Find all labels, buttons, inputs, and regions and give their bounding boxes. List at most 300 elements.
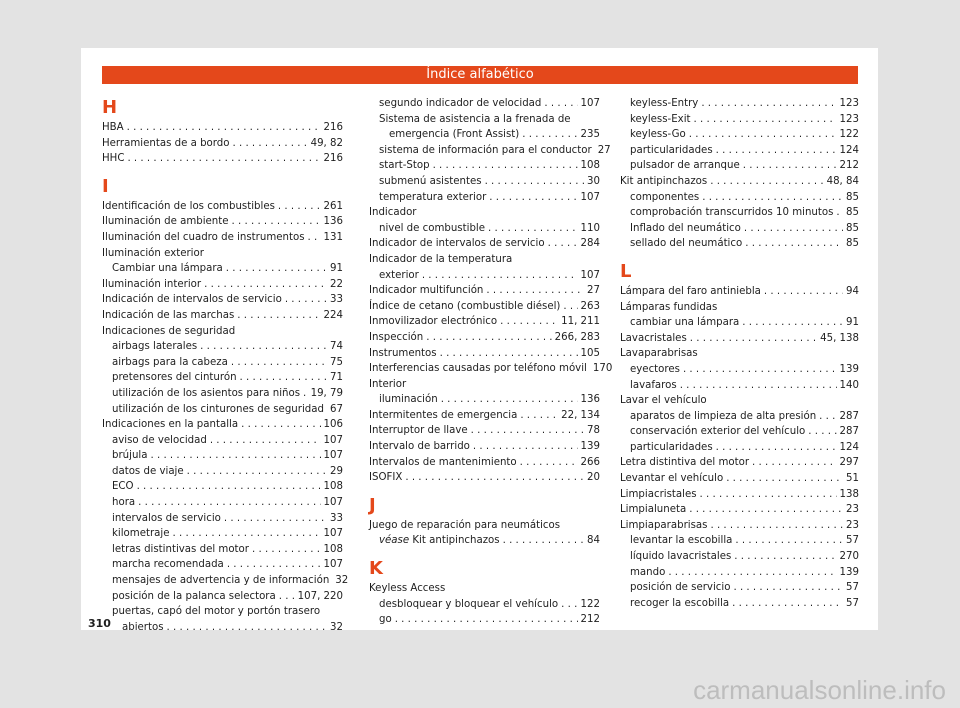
- dot-leader: [836, 205, 843, 221]
- index-entry[interactable]: [369, 423, 600, 439]
- index-entry[interactable]: [620, 424, 859, 440]
- index-entry-term: [630, 533, 732, 549]
- index-entry-term: [369, 252, 512, 268]
- index-entry-text: airbags para la cabeza: [112, 356, 228, 368]
- index-entry-page[interactable]: 235: [580, 129, 600, 141]
- index-entry[interactable]: [102, 308, 343, 324]
- index-entry-page[interactable]: 85: [846, 207, 859, 219]
- index-entry-term: [112, 589, 276, 605]
- index-entry[interactable]: [102, 417, 343, 433]
- index-entry-page[interactable]: 45, 138: [820, 332, 859, 344]
- index-entry[interactable]: [102, 151, 343, 167]
- index-entry[interactable]: [620, 346, 859, 362]
- index-entry-text: comprobación transcurridos 10 minutos: [630, 207, 834, 219]
- index-entry[interactable]: [102, 355, 343, 371]
- index-entry-page[interactable]: 108: [323, 481, 343, 493]
- index-entry[interactable]: [102, 557, 343, 573]
- index-entry-text: emergencia (Front Assist): [389, 129, 520, 141]
- index-entry-text: Lámparas fundidas: [620, 301, 718, 313]
- index-entry[interactable]: [620, 533, 859, 549]
- index-entry-term: [102, 230, 305, 246]
- index-entry-term: [379, 174, 482, 190]
- page-number: 310: [88, 617, 111, 630]
- index-entry-text: Indicador: [369, 207, 417, 219]
- index-entry-page[interactable]: 107: [323, 450, 343, 462]
- index-entry-page[interactable]: 75: [330, 356, 343, 368]
- see-also-prefix: véase: [379, 535, 410, 547]
- index-entry[interactable]: [102, 324, 343, 340]
- index-entry-term: [122, 620, 164, 636]
- index-entry-term: [102, 136, 230, 152]
- dot-leader: [231, 355, 327, 371]
- index-entry-page[interactable]: 51: [846, 473, 859, 485]
- index-entry-term: [379, 158, 430, 174]
- dot-leader: [689, 502, 843, 518]
- index-entry[interactable]: [369, 190, 600, 206]
- index-entry[interactable]: [102, 277, 343, 293]
- index-entry[interactable]: [102, 136, 343, 152]
- index-entry-page[interactable]: 27: [597, 144, 611, 156]
- index-entry-text: temperatura exterior: [379, 191, 487, 203]
- index-entry-page[interactable]: 287: [839, 426, 859, 438]
- index-entry-page[interactable]: 136: [323, 216, 343, 228]
- index-entry[interactable]: [620, 236, 859, 252]
- index-entry-term: [630, 205, 833, 221]
- dot-leader: [702, 190, 843, 206]
- index-entry-page[interactable]: 67: [330, 403, 343, 415]
- index-entry-text: aviso de velocidad: [112, 434, 207, 446]
- index-entry-term: [630, 409, 816, 425]
- index-entry-page[interactable]: 170: [592, 363, 613, 375]
- index-entry[interactable]: [620, 221, 859, 237]
- index-entry-term: [102, 417, 238, 433]
- index-entry-page[interactable]: 263: [580, 300, 600, 312]
- index-entry-term: [102, 120, 124, 136]
- index-entry-page[interactable]: 139: [580, 441, 600, 453]
- dot-leader: [138, 495, 320, 511]
- index-entry-term: [620, 518, 707, 534]
- index-entry[interactable]: [620, 143, 859, 159]
- index-entry-term: [112, 557, 224, 573]
- index-entry[interactable]: [102, 246, 343, 262]
- index-entry-page[interactable]: 287: [839, 410, 859, 422]
- dot-leader: [716, 440, 837, 456]
- index-entry[interactable]: [620, 518, 859, 534]
- index-entry-term: [379, 533, 500, 549]
- index-entry-page[interactable]: 108: [323, 543, 343, 555]
- index-entry[interactable]: [369, 518, 600, 534]
- index-entry-page[interactable]: 91: [846, 317, 859, 329]
- index-entry[interactable]: [620, 580, 859, 596]
- index-entry-text: Levantar el vehículo: [620, 473, 724, 485]
- index-entry-page[interactable]: 29: [330, 465, 343, 477]
- index-entry[interactable]: [620, 315, 859, 331]
- index-entry-term: [112, 339, 197, 355]
- index-entry-page[interactable]: 85: [846, 222, 859, 234]
- index-entry-page[interactable]: 140: [839, 379, 859, 391]
- dot-leader: [819, 409, 836, 425]
- index-entry-text: kilometraje: [112, 528, 170, 540]
- index-entry[interactable]: [620, 127, 859, 143]
- index-entry-page[interactable]: 136: [580, 394, 600, 406]
- index-entry-text: Intermitentes de emergencia: [369, 409, 518, 421]
- dot-leader: [137, 479, 321, 495]
- index-entry-page[interactable]: 74: [330, 341, 343, 353]
- index-entry-term: [112, 433, 207, 449]
- index-entry-text: pretensores del cinturón: [112, 372, 237, 384]
- index-entry-term: [369, 518, 560, 534]
- index-entry-term: [620, 471, 723, 487]
- index-entry[interactable]: [369, 392, 600, 408]
- index-entry[interactable]: [102, 573, 349, 589]
- index-entry[interactable]: [369, 346, 600, 362]
- index-entry[interactable]: [102, 448, 343, 464]
- index-entry-term: [102, 246, 204, 262]
- index-entry-page[interactable]: 124: [839, 441, 859, 453]
- index-entry-text: conservación exterior del vehículo: [630, 426, 806, 438]
- index-entry-page[interactable]: 33: [330, 512, 343, 524]
- index-entry-term: [630, 580, 730, 596]
- index-entry[interactable]: [102, 542, 343, 558]
- index-entry-page[interactable]: 71: [330, 372, 343, 384]
- index-entry-page[interactable]: 107: [580, 98, 600, 109]
- index-entry-term: [369, 283, 483, 299]
- index-entry[interactable]: [369, 330, 600, 346]
- index-entry[interactable]: [369, 361, 613, 377]
- section-gap: [369, 486, 600, 494]
- index-entry-page[interactable]: 94: [846, 285, 859, 297]
- index-entry-term: [630, 424, 805, 440]
- index-entry-page[interactable]: 11, 211: [561, 316, 600, 328]
- index-entry[interactable]: [369, 455, 600, 471]
- index-entry[interactable]: [620, 112, 859, 128]
- index-entry-text: marcha recomendada: [112, 559, 224, 571]
- dot-leader: [700, 487, 837, 503]
- index-entry-page[interactable]: 139: [839, 363, 859, 375]
- index-entry-text: Iluminación de ambiente: [102, 216, 229, 228]
- index-entry-page[interactable]: 32: [330, 621, 343, 633]
- index-entry-text: datos de viaje: [112, 465, 184, 477]
- index-entry[interactable]: [102, 433, 343, 449]
- index-entry[interactable]: [369, 174, 600, 190]
- index-entry-term: [112, 402, 324, 418]
- index-entry-page[interactable]: 270: [839, 551, 859, 563]
- index-entry[interactable]: [102, 339, 343, 355]
- index-entry-page[interactable]: 23: [846, 504, 859, 516]
- index-entry-page[interactable]: 124: [839, 144, 859, 156]
- index-entry[interactable]: [369, 377, 600, 393]
- index-entry[interactable]: [102, 495, 343, 511]
- index-entry-page[interactable]: 85: [846, 238, 859, 250]
- index-entry-term: [630, 158, 740, 174]
- index-entry[interactable]: [369, 143, 611, 159]
- dot-leader: [279, 589, 295, 605]
- index-entry-page[interactable]: 107: [323, 559, 343, 571]
- index-entry[interactable]: [102, 292, 343, 308]
- index-entry-page[interactable]: 107: [580, 269, 600, 281]
- index-entry[interactable]: [620, 174, 859, 190]
- index-entry[interactable]: [620, 96, 859, 112]
- index-entry-term: [102, 151, 124, 167]
- index-entry-page[interactable]: 266, 283: [554, 331, 600, 343]
- index-entry[interactable]: [102, 479, 343, 495]
- dot-leader: [520, 408, 558, 424]
- index-entry-page[interactable]: 85: [846, 191, 859, 203]
- dot-leader: [488, 221, 578, 237]
- index-entry[interactable]: [102, 464, 343, 480]
- index-entry-page[interactable]: 78: [587, 425, 600, 437]
- dot-leader: [241, 417, 320, 433]
- index-entry[interactable]: [620, 378, 859, 394]
- index-entry-page[interactable]: 122: [839, 129, 859, 141]
- index-entry[interactable]: [620, 284, 859, 300]
- index-entry[interactable]: [620, 205, 859, 221]
- index-entry-term: [102, 308, 234, 324]
- index-entry[interactable]: [369, 581, 600, 597]
- index-entry-term: [369, 330, 423, 346]
- index-entry-page[interactable]: 123: [839, 98, 859, 109]
- index-entry-text: Inspección: [369, 331, 424, 343]
- index-entry-text: Indicación de las marchas: [102, 309, 235, 321]
- index-entry[interactable]: [369, 283, 600, 299]
- index-entry[interactable]: [620, 300, 859, 316]
- index-entry-text: Lavacristales: [620, 332, 687, 344]
- index-entry-text: abiertos: [122, 621, 164, 633]
- index-entry-text: Kit antipinchazos: [620, 175, 708, 187]
- index-entry[interactable]: [102, 589, 343, 605]
- index-column-3: [620, 96, 859, 611]
- index-entry[interactable]: [102, 214, 343, 230]
- index-entry-text: iluminación: [379, 394, 438, 406]
- index-entry-page[interactable]: 110: [580, 222, 600, 234]
- index-entry-page[interactable]: 22, 134: [561, 409, 600, 421]
- index-entry-term: [112, 386, 300, 402]
- index-entry[interactable]: [620, 455, 859, 471]
- index-entry-term: [379, 112, 571, 128]
- index-entry-page[interactable]: 284: [580, 238, 600, 250]
- index-entry[interactable]: [369, 112, 600, 128]
- index-entry-page[interactable]: 216: [323, 122, 343, 133]
- index-entry-page[interactable]: 49, 82: [310, 137, 343, 149]
- index-entry-page[interactable]: 48, 84: [826, 175, 859, 187]
- index-entry[interactable]: [620, 565, 859, 581]
- index-entry-term: [379, 392, 438, 408]
- index-entry-term: [620, 393, 707, 409]
- index-entry[interactable]: [102, 620, 343, 636]
- index-entry[interactable]: [369, 299, 600, 315]
- index-entry-term: [369, 361, 587, 377]
- index-entry[interactable]: [620, 487, 859, 503]
- index-entry-page[interactable]: 107: [580, 191, 600, 203]
- index-entry-term: [369, 346, 437, 362]
- index-entry[interactable]: [102, 402, 343, 418]
- index-entry[interactable]: [620, 596, 859, 612]
- index-column-2: [369, 96, 613, 628]
- index-entry[interactable]: [369, 612, 600, 628]
- index-entry[interactable]: [369, 470, 600, 486]
- index-entry-page[interactable]: 106: [323, 419, 343, 431]
- index-entry[interactable]: [369, 439, 600, 455]
- index-entry-text: Indicador de la temperatura: [369, 253, 513, 265]
- section-letter: I: [102, 175, 109, 197]
- index-entry-term: [112, 573, 329, 589]
- index-entry-page[interactable]: 138: [839, 488, 859, 500]
- index-entry-page[interactable]: 261: [323, 200, 343, 212]
- dot-leader: [200, 339, 327, 355]
- section-letter: K: [369, 558, 383, 580]
- index-entry[interactable]: [369, 221, 600, 237]
- index-entry-page[interactable]: 107: [323, 497, 343, 509]
- dot-leader: [489, 190, 577, 206]
- index-entry-term: [620, 174, 707, 190]
- index-entry[interactable]: [620, 409, 859, 425]
- index-entry-text: levantar la escobilla: [630, 535, 733, 547]
- index-entry-page[interactable]: 84: [587, 535, 600, 547]
- index-entry-term: [112, 495, 135, 511]
- index-entry[interactable]: [369, 268, 600, 284]
- index-entry-text: Iluminación del cuadro de instrumentos: [102, 231, 305, 243]
- index-entry-text: letras distintivas del motor: [112, 543, 249, 555]
- index-entry-term: [379, 268, 419, 284]
- index-entry-term: [379, 190, 486, 206]
- index-entry-page[interactable]: 107, 220: [297, 590, 343, 602]
- index-entry[interactable]: [102, 120, 343, 136]
- index-entry[interactable]: [369, 205, 600, 221]
- index-entry-page[interactable]: 20: [587, 472, 600, 484]
- index-entry-page[interactable]: 57: [846, 597, 859, 609]
- index-entry[interactable]: [369, 597, 600, 613]
- index-entry[interactable]: [102, 386, 343, 402]
- index-entry[interactable]: [620, 502, 859, 518]
- index-entry[interactable]: [102, 261, 343, 277]
- index-entry-page[interactable]: 105: [580, 347, 600, 359]
- index-entry-page[interactable]: 212: [580, 614, 600, 626]
- dot-leader: [127, 151, 320, 167]
- index-entry-text: eyectores: [630, 363, 680, 375]
- index-entry-term: [112, 355, 228, 371]
- dot-leader: [285, 292, 327, 308]
- index-entry[interactable]: [620, 549, 859, 565]
- index-entry-page[interactable]: 27: [587, 285, 600, 297]
- section-gap: [369, 549, 600, 557]
- index-entry[interactable]: [369, 236, 600, 252]
- index-entry-text: particularidades: [630, 441, 713, 453]
- index-entry[interactable]: [369, 252, 600, 268]
- index-entry-page[interactable]: 23: [846, 519, 859, 531]
- dot-leader: [278, 199, 321, 215]
- index-entry[interactable]: [102, 370, 343, 386]
- index-entry[interactable]: [369, 408, 600, 424]
- index-entry-text: hora: [112, 497, 136, 509]
- index-entry-term: [630, 96, 698, 112]
- index-entry[interactable]: [620, 440, 859, 456]
- index-entry[interactable]: [620, 362, 859, 378]
- index-entry-page[interactable]: 32: [335, 575, 349, 587]
- index-entry[interactable]: [369, 158, 600, 174]
- index-entry-page[interactable]: 33: [330, 294, 343, 306]
- index-entry-text: Inmovilizador electrónico: [369, 316, 498, 328]
- dot-leader: [733, 580, 843, 596]
- dot-leader: [710, 174, 823, 190]
- index-entry[interactable]: [102, 199, 343, 215]
- watermark: carmanualsonline.info: [693, 675, 946, 705]
- dot-leader: [308, 230, 321, 246]
- dot-leader: [473, 439, 578, 455]
- index-entry-text: Cambiar una lámpara: [112, 263, 223, 275]
- index-entry[interactable]: [369, 96, 600, 112]
- index-entry[interactable]: [620, 471, 859, 487]
- index-entry[interactable]: [102, 604, 343, 620]
- index-entry-page[interactable]: 19, 79: [310, 387, 343, 399]
- index-entry-page[interactable]: 297: [839, 457, 859, 469]
- index-entry-page[interactable]: 216: [323, 153, 343, 165]
- index-entry[interactable]: [620, 331, 859, 347]
- index-entry-text: keyless-Go: [630, 129, 686, 141]
- index-entry-page[interactable]: 107: [323, 434, 343, 446]
- index-entry-text: airbags laterales: [112, 341, 198, 353]
- index-entry-page[interactable]: 107: [323, 528, 343, 540]
- section-gap: [620, 252, 859, 260]
- dot-leader: [233, 136, 308, 152]
- dot-leader: [690, 331, 817, 347]
- index-entry-text: go: [379, 614, 392, 626]
- index-entry-page[interactable]: 91: [330, 263, 343, 275]
- index-entry-text: Limpialuneta: [620, 504, 687, 516]
- index-entry[interactable]: [102, 526, 343, 542]
- index-entry-page[interactable]: 30: [587, 175, 600, 187]
- index-entry-page[interactable]: 122: [580, 598, 600, 610]
- index-entry[interactable]: [620, 158, 859, 174]
- index-entry-text: sistema de información para el conductor: [379, 144, 592, 156]
- dot-leader: [680, 378, 837, 394]
- index-entry-page[interactable]: 57: [846, 535, 859, 547]
- index-entry-page[interactable]: 131: [323, 231, 343, 243]
- index-entry[interactable]: [620, 393, 859, 409]
- dot-leader: [742, 315, 843, 331]
- index-entry-text: Índice de cetano (combustible diésel): [369, 300, 561, 312]
- index-column-1: [102, 96, 349, 635]
- index-entry-term: [389, 127, 519, 143]
- dot-leader: [689, 127, 837, 143]
- index-entry-term: [112, 542, 249, 558]
- index-entry[interactable]: [369, 127, 600, 143]
- index-entry-term: [369, 314, 497, 330]
- index-entry-page[interactable]: 212: [839, 160, 859, 172]
- index-entry[interactable]: [102, 230, 343, 246]
- index-entry-term: [369, 205, 417, 221]
- index-entry-page[interactable]: 57: [846, 582, 859, 594]
- index-entry[interactable]: [369, 533, 600, 549]
- dot-leader: [226, 261, 327, 277]
- index-entry[interactable]: [369, 314, 600, 330]
- dot-leader: [173, 526, 321, 542]
- index-entry[interactable]: [620, 190, 859, 206]
- index-entry-page[interactable]: 266: [580, 456, 600, 468]
- index-entry-term: [112, 511, 221, 527]
- index-entry-page[interactable]: 224: [323, 309, 343, 321]
- index-entry-page[interactable]: 123: [839, 113, 859, 125]
- index-entry[interactable]: [102, 511, 343, 527]
- section-letter: J: [369, 494, 376, 516]
- dot-leader: [426, 330, 551, 346]
- index-entry-text: Intervalo de barrido: [369, 441, 470, 453]
- index-entry-page[interactable]: 22: [330, 278, 343, 290]
- index-entry-page[interactable]: 108: [580, 160, 600, 172]
- dot-leader: [808, 424, 836, 440]
- index-entry-term: [620, 300, 717, 316]
- dot-leader: [204, 277, 327, 293]
- index-entry-page[interactable]: 139: [839, 566, 859, 578]
